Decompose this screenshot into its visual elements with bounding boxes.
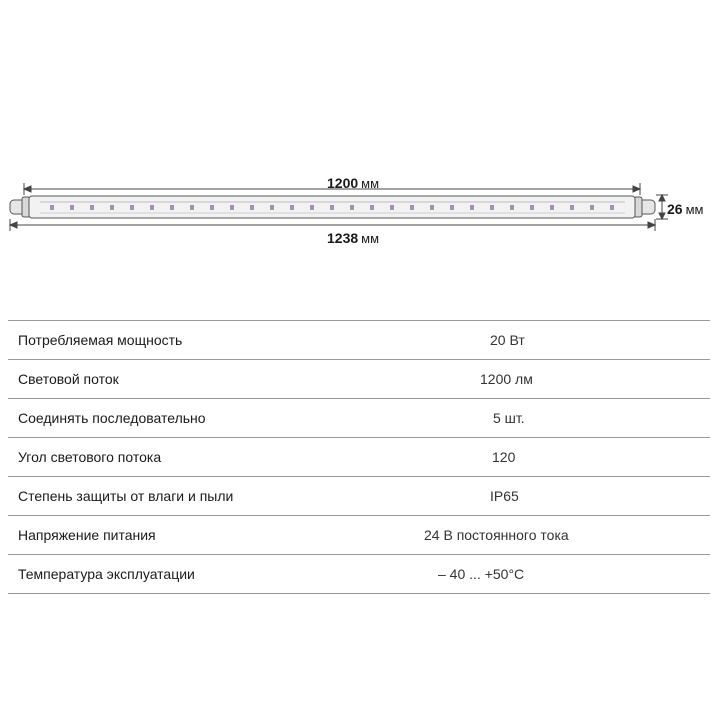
diameter-unit: мм <box>685 202 704 217</box>
led-chip <box>470 205 474 210</box>
length-inner-unit: мм <box>361 176 380 191</box>
led-chip <box>530 205 534 210</box>
led-chip <box>430 205 434 210</box>
lamp-drawing <box>0 0 720 300</box>
lamp-diagram <box>0 0 720 300</box>
length-total-unit: мм <box>361 231 380 246</box>
led-chip <box>310 205 314 210</box>
led-chip <box>410 205 414 210</box>
spec-param: Потребляемая мощность <box>18 332 183 348</box>
led-chip <box>190 205 194 210</box>
diameter-label <box>667 201 703 217</box>
spec-row <box>8 477 710 516</box>
spec-row <box>8 438 710 477</box>
length-inner-label <box>327 175 379 191</box>
spec-table-body <box>8 321 710 594</box>
spec-row <box>8 516 710 555</box>
led-chip <box>170 205 174 210</box>
led-chip <box>390 205 394 210</box>
spec-param: Степень защиты от влаги и пыли <box>18 488 234 504</box>
led-chip <box>90 205 94 210</box>
led-chip <box>270 205 274 210</box>
led-chip <box>110 205 114 210</box>
led-chip <box>230 205 234 210</box>
spec-table <box>8 320 710 594</box>
length-inner-value: 1200 <box>327 175 359 191</box>
led-chip <box>290 205 294 210</box>
led-chip <box>510 205 514 210</box>
spec-value: – 40 ... +50°C <box>438 566 525 582</box>
led-chip <box>450 205 454 210</box>
spec-row <box>8 555 710 594</box>
left-end-cap <box>10 197 30 217</box>
spec-param: Угол светового потока <box>18 449 162 465</box>
led-chip <box>350 205 354 210</box>
spec-value: 120 <box>492 449 516 465</box>
right-end-cap <box>634 197 655 217</box>
led-chip <box>550 205 554 210</box>
spec-param: Соединять последовательно <box>18 410 206 426</box>
length-total-value: 1238 <box>327 230 359 246</box>
led-chip <box>50 205 54 210</box>
led-chip <box>150 205 154 210</box>
spec-value: 24 В постоянного тока <box>424 527 569 543</box>
led-chip <box>210 205 214 210</box>
led-chip <box>490 205 494 210</box>
spec-value: 5 шт. <box>493 410 525 426</box>
spec-row <box>8 360 710 399</box>
spec-param: Напряжение питания <box>18 527 156 543</box>
led-chip <box>590 205 594 210</box>
spec-value: IP65 <box>490 488 519 504</box>
spec-param: Световой поток <box>18 371 119 387</box>
led-chip <box>130 205 134 210</box>
led-chip <box>370 205 374 210</box>
spec-value: 20 Вт <box>490 332 525 348</box>
spec-value: 1200 лм <box>480 371 533 387</box>
led-chip <box>250 205 254 210</box>
led-chip <box>330 205 334 210</box>
length-total-label <box>327 230 379 246</box>
led-chip <box>570 205 574 210</box>
spec-param: Температура эксплуатации <box>18 566 195 582</box>
diameter-value: 26 <box>667 201 683 217</box>
led-chip <box>70 205 74 210</box>
led-chip <box>610 205 614 210</box>
spec-row <box>8 321 710 360</box>
spec-row <box>8 399 710 438</box>
